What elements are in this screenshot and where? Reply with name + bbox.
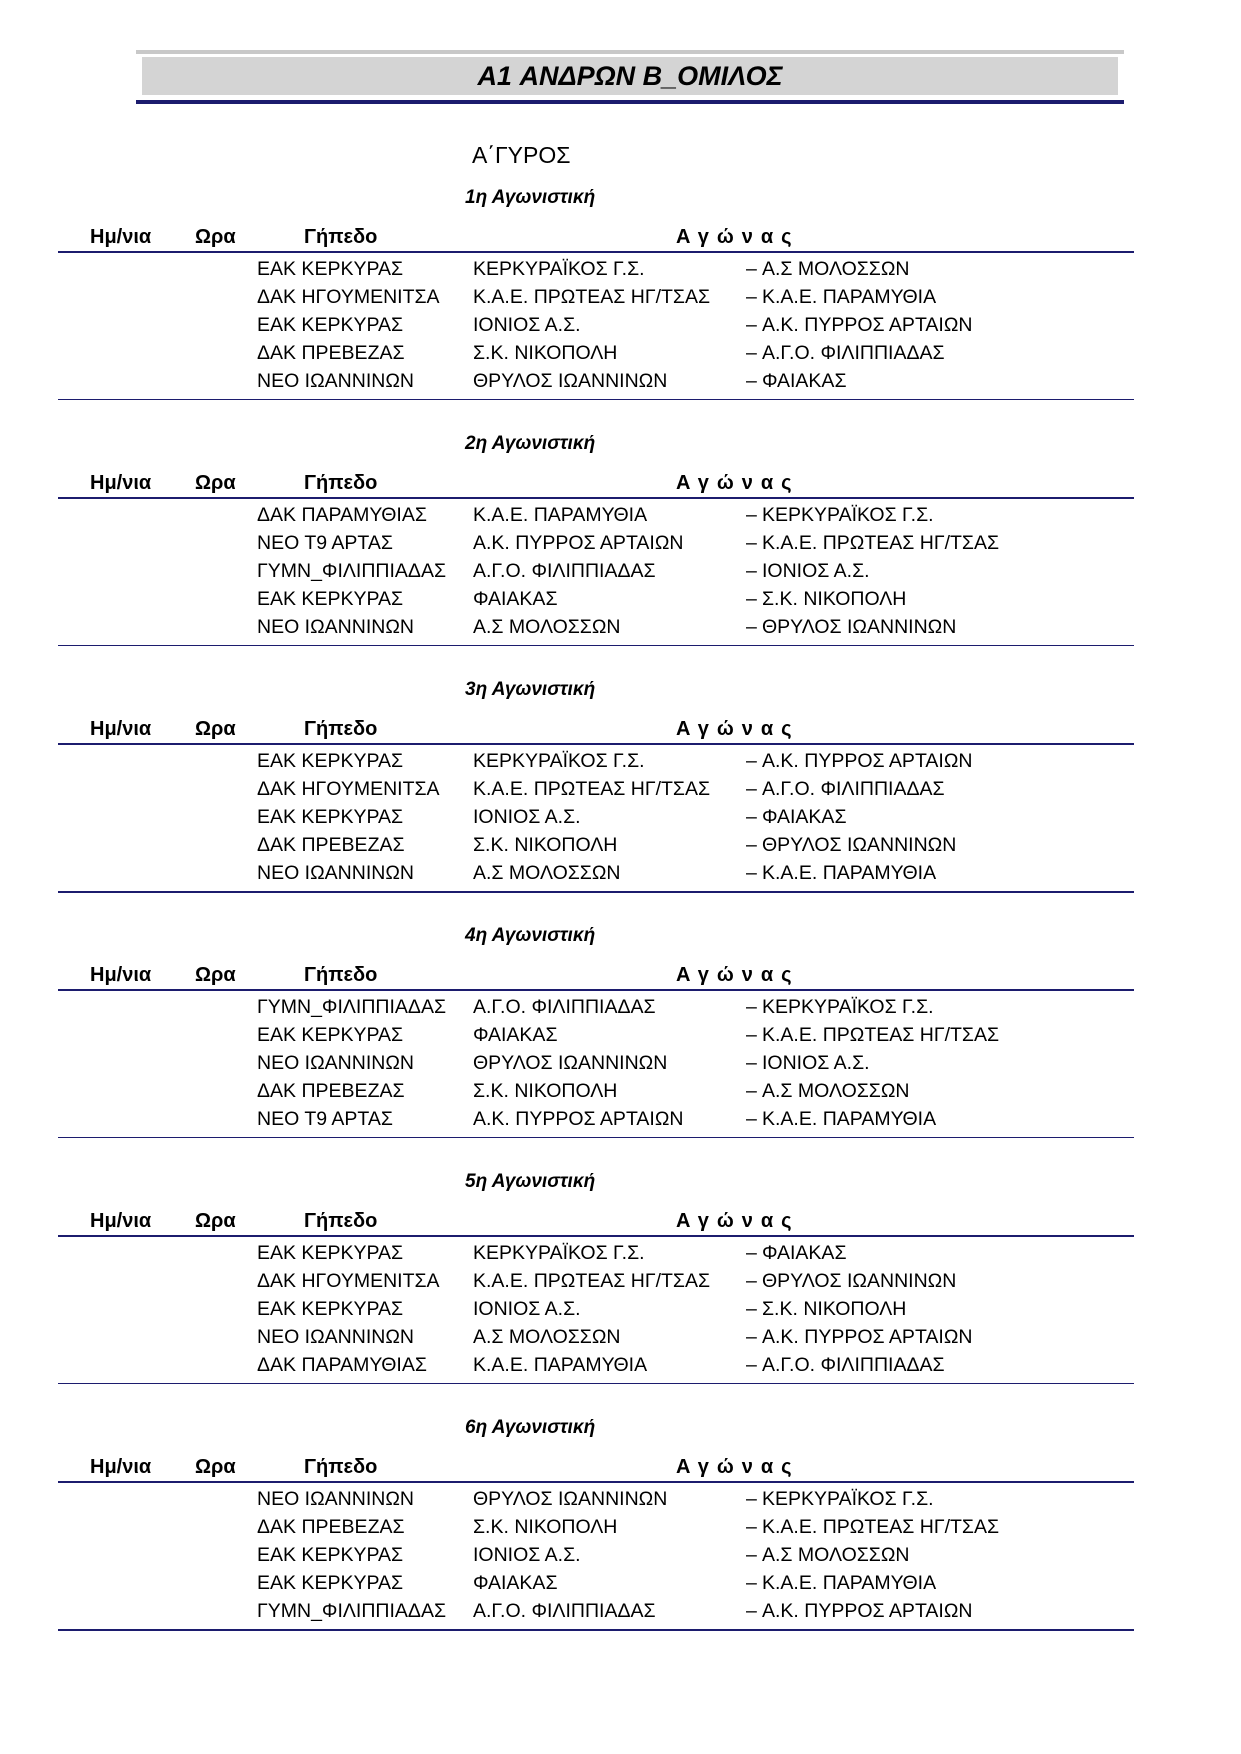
match-row bbox=[58, 1513, 1134, 1541]
section-bottom-rule bbox=[58, 1137, 1134, 1138]
away-team-cell: Α.Σ ΜΟΛΟΣΣΩΝ bbox=[762, 1544, 910, 1566]
versus-dash: – bbox=[746, 1516, 757, 1538]
versus-dash: – bbox=[746, 286, 757, 308]
header-time: Ωρα bbox=[195, 226, 236, 248]
home-team-cell: ΙΟΝΙΟΣ Α.Σ. bbox=[473, 1298, 581, 1320]
home-team-cell: ΦΑΙΑΚΑΣ bbox=[473, 588, 558, 610]
header-match: Αγώνας bbox=[676, 472, 800, 494]
versus-dash: – bbox=[746, 996, 757, 1018]
away-team-cell: ΚΕΡΚΥΡΑΪΚΟΣ Γ.Σ. bbox=[762, 996, 934, 1018]
header-time: Ωρα bbox=[195, 472, 236, 494]
away-team-cell: ΦΑΙΑΚΑΣ bbox=[762, 370, 847, 392]
match-row bbox=[58, 501, 1134, 529]
header-divider bbox=[58, 497, 1134, 499]
matchday-title: 2η Αγωνιστική bbox=[465, 433, 596, 454]
venue-cell: ΝΕΟ ΙΩΑΝΝΙΝΩΝ bbox=[257, 862, 414, 884]
section-bottom-rule bbox=[58, 1629, 1134, 1631]
versus-dash: – bbox=[746, 806, 757, 828]
match-row bbox=[58, 255, 1134, 283]
venue-cell: ΔΑΚ ΠΑΡΑΜΥΘΙΑΣ bbox=[257, 504, 427, 526]
matchday-title: 3η Αγωνιστική bbox=[465, 679, 596, 700]
matchday-title: 4η Αγωνιστική bbox=[465, 925, 596, 946]
venue-cell: ΔΑΚ ΗΓΟΥΜΕΝΙΤΣΑ bbox=[257, 286, 440, 308]
away-team-cell: Σ.Κ. ΝΙΚΟΠΟΛΗ bbox=[762, 1298, 907, 1320]
match-row bbox=[58, 775, 1134, 803]
away-team-cell: Α.Κ. ΠΥΡΡΟΣ ΑΡΤΑΙΩΝ bbox=[762, 1600, 973, 1622]
header-venue: Γήπεδο bbox=[304, 1210, 378, 1232]
venue-cell: ΕΑΚ ΚΕΡΚΥΡΑΣ bbox=[257, 588, 404, 610]
match-list bbox=[58, 747, 1134, 887]
home-team-cell: ΙΟΝΙΟΣ Α.Σ. bbox=[473, 314, 581, 336]
versus-dash: – bbox=[746, 862, 757, 884]
title-banner bbox=[136, 50, 1124, 104]
venue-cell: ΔΑΚ ΠΡΕΒΕΖΑΣ bbox=[257, 1516, 405, 1538]
header-venue: Γήπεδο bbox=[304, 718, 378, 740]
away-team-cell: Α.Σ ΜΟΛΟΣΣΩΝ bbox=[762, 1080, 910, 1102]
table-header bbox=[58, 472, 1134, 496]
match-row bbox=[58, 283, 1134, 311]
home-team-cell: Α.Σ ΜΟΛΟΣΣΩΝ bbox=[473, 1326, 621, 1348]
header-divider bbox=[58, 743, 1134, 745]
header-date: Ημ/νια bbox=[90, 1210, 152, 1232]
header-time: Ωρα bbox=[195, 1210, 236, 1232]
header-time: Ωρα bbox=[195, 1456, 236, 1478]
match-row bbox=[58, 557, 1134, 585]
home-team-cell: Α.Σ ΜΟΛΟΣΣΩΝ bbox=[473, 616, 621, 638]
header-venue: Γήπεδο bbox=[304, 226, 378, 248]
table-header bbox=[58, 1456, 1134, 1480]
versus-dash: – bbox=[746, 588, 757, 610]
venue-cell: ΔΑΚ ΠΡΕΒΕΖΑΣ bbox=[257, 1080, 405, 1102]
match-row bbox=[58, 1239, 1134, 1267]
versus-dash: – bbox=[746, 1108, 757, 1130]
match-list bbox=[58, 255, 1134, 395]
page-title: A1 ΑΝΔΡΩΝ Β_ΟΜΙΛΟΣ bbox=[142, 57, 1118, 95]
venue-cell: ΝΕΟ ΙΩΑΝΝΙΝΩΝ bbox=[257, 1488, 414, 1510]
away-team-cell: Α.Γ.Ο. ΦΙΛΙΠΠΙΑΔΑΣ bbox=[762, 342, 945, 364]
venue-cell: ΝΕΟ Τ9 ΑΡΤΑΣ bbox=[257, 1108, 393, 1130]
table-header bbox=[58, 964, 1134, 988]
round-label: Α΄ΓΥΡΟΣ bbox=[472, 142, 571, 168]
venue-cell: ΕΑΚ ΚΕΡΚΥΡΑΣ bbox=[257, 1572, 404, 1594]
away-team-cell: Α.Σ ΜΟΛΟΣΣΩΝ bbox=[762, 258, 910, 280]
versus-dash: – bbox=[746, 1080, 757, 1102]
matchday-title: 5η Αγωνιστική bbox=[465, 1171, 596, 1192]
table-header bbox=[58, 718, 1134, 742]
header-divider bbox=[58, 251, 1134, 253]
header-match: Αγώνας bbox=[676, 1210, 800, 1232]
match-row bbox=[58, 831, 1134, 859]
match-row bbox=[58, 585, 1134, 613]
home-team-cell: Α.Σ ΜΟΛΟΣΣΩΝ bbox=[473, 862, 621, 884]
venue-cell: ΝΕΟ ΙΩΑΝΝΙΝΩΝ bbox=[257, 370, 414, 392]
home-team-cell: Κ.Α.Ε. ΠΡΩΤΕΑΣ ΗΓ/ΤΣΑΣ bbox=[473, 1270, 711, 1292]
match-row bbox=[58, 1267, 1134, 1295]
away-team-cell: Α.Κ. ΠΥΡΡΟΣ ΑΡΤΑΙΩΝ bbox=[762, 314, 973, 336]
venue-cell: ΕΑΚ ΚΕΡΚΥΡΑΣ bbox=[257, 1242, 404, 1264]
versus-dash: – bbox=[746, 1488, 757, 1510]
home-team-cell: Σ.Κ. ΝΙΚΟΠΟΛΗ bbox=[473, 342, 618, 364]
match-row bbox=[58, 1597, 1134, 1625]
venue-cell: ΕΑΚ ΚΕΡΚΥΡΑΣ bbox=[257, 806, 404, 828]
match-row bbox=[58, 747, 1134, 775]
versus-dash: – bbox=[746, 1024, 757, 1046]
versus-dash: – bbox=[746, 1544, 757, 1566]
matchday-title: 1η Αγωνιστική bbox=[465, 187, 596, 208]
away-team-cell: Α.Κ. ΠΥΡΡΟΣ ΑΡΤΑΙΩΝ bbox=[762, 750, 973, 772]
venue-cell: ΓΥΜΝ_ΦΙΛΙΠΠΙΑΔΑΣ bbox=[257, 560, 447, 582]
header-date: Ημ/νια bbox=[90, 964, 152, 986]
venue-cell: ΝΕΟ Τ9 ΑΡΤΑΣ bbox=[257, 532, 393, 554]
home-team-cell: Κ.Α.Ε. ΠΡΩΤΕΑΣ ΗΓ/ΤΣΑΣ bbox=[473, 778, 711, 800]
home-team-cell: Α.Γ.Ο. ΦΙΛΙΠΠΙΑΔΑΣ bbox=[473, 560, 656, 582]
versus-dash: – bbox=[746, 778, 757, 800]
match-row bbox=[58, 1485, 1134, 1513]
away-team-cell: ΦΑΙΑΚΑΣ bbox=[762, 806, 847, 828]
away-team-cell: Κ.Α.Ε. ΠΑΡΑΜΥΘΙΑ bbox=[762, 862, 937, 884]
venue-cell: ΝΕΟ ΙΩΑΝΝΙΝΩΝ bbox=[257, 1052, 414, 1074]
versus-dash: – bbox=[746, 834, 757, 856]
match-row bbox=[58, 1351, 1134, 1379]
home-team-cell: Α.Κ. ΠΥΡΡΟΣ ΑΡΤΑΙΩΝ bbox=[473, 1108, 684, 1130]
header-venue: Γήπεδο bbox=[304, 964, 378, 986]
venue-cell: ΝΕΟ ΙΩΑΝΝΙΝΩΝ bbox=[257, 616, 414, 638]
home-team-cell: Κ.Α.Ε. ΠΡΩΤΕΑΣ ΗΓ/ΤΣΑΣ bbox=[473, 286, 711, 308]
match-row bbox=[58, 859, 1134, 887]
venue-cell: ΕΑΚ ΚΕΡΚΥΡΑΣ bbox=[257, 1544, 404, 1566]
home-team-cell: ΙΟΝΙΟΣ Α.Σ. bbox=[473, 1544, 581, 1566]
versus-dash: – bbox=[746, 370, 757, 392]
header-match: Αγώνας bbox=[676, 226, 800, 248]
venue-cell: ΔΑΚ ΗΓΟΥΜΕΝΙΤΣΑ bbox=[257, 1270, 440, 1292]
away-team-cell: Α.Γ.Ο. ΦΙΛΙΠΠΙΑΔΑΣ bbox=[762, 1354, 945, 1376]
match-row bbox=[58, 1049, 1134, 1077]
section-bottom-rule bbox=[58, 891, 1134, 893]
away-team-cell: Κ.Α.Ε. ΠΡΩΤΕΑΣ ΗΓ/ΤΣΑΣ bbox=[762, 1516, 1000, 1538]
match-row bbox=[58, 367, 1134, 395]
home-team-cell: Α.Γ.Ο. ΦΙΛΙΠΠΙΑΔΑΣ bbox=[473, 1600, 656, 1622]
match-row bbox=[58, 1569, 1134, 1597]
home-team-cell: Κ.Α.Ε. ΠΑΡΑΜΥΘΙΑ bbox=[473, 504, 648, 526]
away-team-cell: ΙΟΝΙΟΣ Α.Σ. bbox=[762, 1052, 870, 1074]
away-team-cell: Κ.Α.Ε. ΠΡΩΤΕΑΣ ΗΓ/ΤΣΑΣ bbox=[762, 1024, 1000, 1046]
home-team-cell: Σ.Κ. ΝΙΚΟΠΟΛΗ bbox=[473, 1516, 618, 1538]
header-date: Ημ/νια bbox=[90, 1456, 152, 1478]
match-row bbox=[58, 1295, 1134, 1323]
away-team-cell: Σ.Κ. ΝΙΚΟΠΟΛΗ bbox=[762, 588, 907, 610]
match-row bbox=[58, 339, 1134, 367]
versus-dash: – bbox=[746, 1354, 757, 1376]
match-row bbox=[58, 311, 1134, 339]
header-divider bbox=[58, 1235, 1134, 1237]
header-venue: Γήπεδο bbox=[304, 1456, 378, 1478]
venue-cell: ΔΑΚ ΗΓΟΥΜΕΝΙΤΣΑ bbox=[257, 778, 440, 800]
header-date: Ημ/νια bbox=[90, 472, 152, 494]
venue-cell: ΕΑΚ ΚΕΡΚΥΡΑΣ bbox=[257, 1298, 404, 1320]
venue-cell: ΕΑΚ ΚΕΡΚΥΡΑΣ bbox=[257, 750, 404, 772]
section-bottom-rule bbox=[58, 645, 1134, 646]
header-match: Αγώνας bbox=[676, 1456, 800, 1478]
away-team-cell: ΦΑΙΑΚΑΣ bbox=[762, 1242, 847, 1264]
venue-cell: ΔΑΚ ΠΡΕΒΕΖΑΣ bbox=[257, 342, 405, 364]
match-list bbox=[58, 501, 1134, 641]
home-team-cell: Α.Γ.Ο. ΦΙΛΙΠΠΙΑΔΑΣ bbox=[473, 996, 656, 1018]
venue-cell: ΓΥΜΝ_ΦΙΛΙΠΠΙΑΔΑΣ bbox=[257, 996, 447, 1018]
away-team-cell: ΚΕΡΚΥΡΑΪΚΟΣ Γ.Σ. bbox=[762, 1488, 934, 1510]
matchday-title: 6η Αγωνιστική bbox=[465, 1417, 596, 1438]
versus-dash: – bbox=[746, 314, 757, 336]
match-row bbox=[58, 1077, 1134, 1105]
versus-dash: – bbox=[746, 1242, 757, 1264]
venue-cell: ΝΕΟ ΙΩΑΝΝΙΝΩΝ bbox=[257, 1326, 414, 1348]
versus-dash: – bbox=[746, 560, 757, 582]
away-team-cell: ΙΟΝΙΟΣ Α.Σ. bbox=[762, 560, 870, 582]
header-time: Ωρα bbox=[195, 718, 236, 740]
header-date: Ημ/νια bbox=[90, 718, 152, 740]
away-team-cell: ΚΕΡΚΥΡΑΪΚΟΣ Γ.Σ. bbox=[762, 504, 934, 526]
venue-cell: ΓΥΜΝ_ΦΙΛΙΠΠΙΑΔΑΣ bbox=[257, 1600, 447, 1622]
home-team-cell: ΘΡΥΛΟΣ ΙΩΑΝΝΙΝΩΝ bbox=[473, 1052, 668, 1074]
versus-dash: – bbox=[746, 342, 757, 364]
venue-cell: ΕΑΚ ΚΕΡΚΥΡΑΣ bbox=[257, 1024, 404, 1046]
match-list bbox=[58, 1239, 1134, 1379]
home-team-cell: ΘΡΥΛΟΣ ΙΩΑΝΝΙΝΩΝ bbox=[473, 370, 668, 392]
header-divider bbox=[58, 989, 1134, 991]
match-list bbox=[58, 1485, 1134, 1625]
home-team-cell: ΦΑΙΑΚΑΣ bbox=[473, 1572, 558, 1594]
away-team-cell: Α.Κ. ΠΥΡΡΟΣ ΑΡΤΑΙΩΝ bbox=[762, 1326, 973, 1348]
section-bottom-rule bbox=[58, 1383, 1134, 1384]
match-row bbox=[58, 529, 1134, 557]
title-top-rule bbox=[136, 50, 1124, 54]
away-team-cell: ΘΡΥΛΟΣ ΙΩΑΝΝΙΝΩΝ bbox=[762, 834, 957, 856]
venue-cell: ΕΑΚ ΚΕΡΚΥΡΑΣ bbox=[257, 258, 404, 280]
match-row bbox=[58, 1323, 1134, 1351]
versus-dash: – bbox=[746, 1326, 757, 1348]
away-team-cell: ΘΡΥΛΟΣ ΙΩΑΝΝΙΝΩΝ bbox=[762, 616, 957, 638]
away-team-cell: Κ.Α.Ε. ΠΑΡΑΜΥΘΙΑ bbox=[762, 1572, 937, 1594]
versus-dash: – bbox=[746, 1600, 757, 1622]
header-venue: Γήπεδο bbox=[304, 472, 378, 494]
home-team-cell: ΚΕΡΚΥΡΑΪΚΟΣ Γ.Σ. bbox=[473, 1242, 645, 1264]
match-row bbox=[58, 993, 1134, 1021]
table-header bbox=[58, 1210, 1134, 1234]
versus-dash: – bbox=[746, 1298, 757, 1320]
away-team-cell: Κ.Α.Ε. ΠΑΡΑΜΥΘΙΑ bbox=[762, 1108, 937, 1130]
away-team-cell: Κ.Α.Ε. ΠΑΡΑΜΥΘΙΑ bbox=[762, 286, 937, 308]
home-team-cell: ΙΟΝΙΟΣ Α.Σ. bbox=[473, 806, 581, 828]
versus-dash: – bbox=[746, 750, 757, 772]
section-bottom-rule bbox=[58, 399, 1134, 400]
header-date: Ημ/νια bbox=[90, 226, 152, 248]
versus-dash: – bbox=[746, 532, 757, 554]
versus-dash: – bbox=[746, 1270, 757, 1292]
home-team-cell: Σ.Κ. ΝΙΚΟΠΟΛΗ bbox=[473, 1080, 618, 1102]
versus-dash: – bbox=[746, 504, 757, 526]
match-row bbox=[58, 1541, 1134, 1569]
header-time: Ωρα bbox=[195, 964, 236, 986]
match-row bbox=[58, 803, 1134, 831]
home-team-cell: Α.Κ. ΠΥΡΡΟΣ ΑΡΤΑΙΩΝ bbox=[473, 532, 684, 554]
match-row bbox=[58, 1021, 1134, 1049]
table-header bbox=[58, 226, 1134, 250]
match-row bbox=[58, 1105, 1134, 1133]
away-team-cell: Κ.Α.Ε. ΠΡΩΤΕΑΣ ΗΓ/ΤΣΑΣ bbox=[762, 532, 1000, 554]
home-team-cell: ΚΕΡΚΥΡΑΪΚΟΣ Γ.Σ. bbox=[473, 750, 645, 772]
header-match: Αγώνας bbox=[676, 964, 800, 986]
home-team-cell: ΚΕΡΚΥΡΑΪΚΟΣ Γ.Σ. bbox=[473, 258, 645, 280]
home-team-cell: ΘΡΥΛΟΣ ΙΩΑΝΝΙΝΩΝ bbox=[473, 1488, 668, 1510]
versus-dash: – bbox=[746, 616, 757, 638]
versus-dash: – bbox=[746, 1052, 757, 1074]
home-team-cell: ΦΑΙΑΚΑΣ bbox=[473, 1024, 558, 1046]
versus-dash: – bbox=[746, 258, 757, 280]
match-row bbox=[58, 613, 1134, 641]
venue-cell: ΔΑΚ ΠΑΡΑΜΥΘΙΑΣ bbox=[257, 1354, 427, 1376]
venue-cell: ΕΑΚ ΚΕΡΚΥΡΑΣ bbox=[257, 314, 404, 336]
match-list bbox=[58, 993, 1134, 1133]
header-match: Αγώνας bbox=[676, 718, 800, 740]
home-team-cell: Σ.Κ. ΝΙΚΟΠΟΛΗ bbox=[473, 834, 618, 856]
home-team-cell: Κ.Α.Ε. ΠΑΡΑΜΥΘΙΑ bbox=[473, 1354, 648, 1376]
versus-dash: – bbox=[746, 1572, 757, 1594]
away-team-cell: ΘΡΥΛΟΣ ΙΩΑΝΝΙΝΩΝ bbox=[762, 1270, 957, 1292]
title-bottom-rule bbox=[136, 100, 1124, 104]
away-team-cell: Α.Γ.Ο. ΦΙΛΙΠΠΙΑΔΑΣ bbox=[762, 778, 945, 800]
venue-cell: ΔΑΚ ΠΡΕΒΕΖΑΣ bbox=[257, 834, 405, 856]
header-divider bbox=[58, 1481, 1134, 1483]
